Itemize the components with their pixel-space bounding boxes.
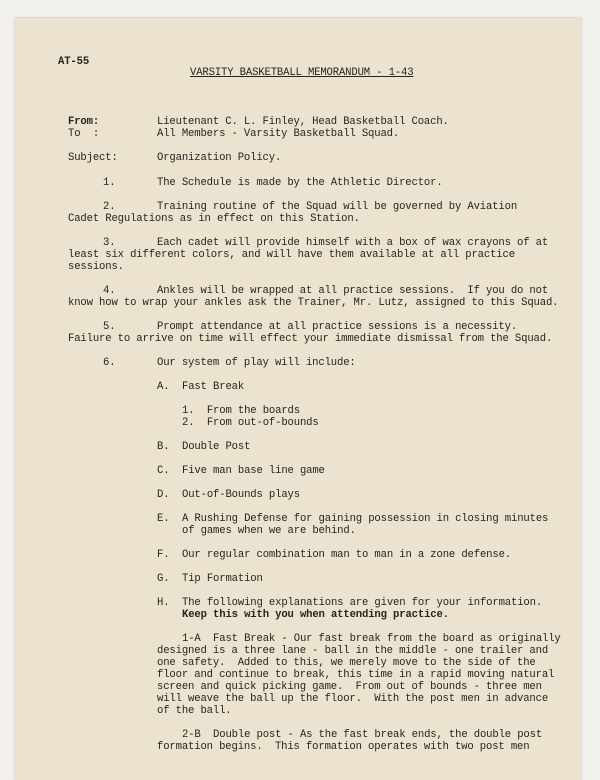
system-h-line: The following explanations are given for your information. bbox=[182, 597, 543, 609]
item-2-line: Training routine of the Squad will be governed by Aviation bbox=[157, 201, 518, 213]
to-label: To : bbox=[68, 128, 100, 140]
item-4-line: Ankles will be wrapped at all practice sessions. If you do not bbox=[157, 285, 549, 297]
system-b-text: Double Post bbox=[182, 441, 251, 453]
item-5-line: Failure to arrive on time will effect your immediate dismissal from the Squad. bbox=[68, 333, 553, 345]
item-4-number: 4. bbox=[103, 285, 116, 297]
explanation-1-line: designed is a three lane - ball in the middle - one trailer and bbox=[157, 645, 549, 657]
item-3-number: 3. bbox=[103, 237, 116, 249]
system-e-line: A Rushing Defense for gaining possession in closing minutes bbox=[182, 513, 549, 525]
system-b-letter: B. bbox=[157, 441, 170, 453]
subject-value: Organization Policy. bbox=[157, 152, 282, 164]
explanation-2-line: formation begins. This formation operates with two post men bbox=[157, 741, 530, 753]
system-h-line: Keep this with you when attending practice. bbox=[182, 609, 449, 621]
system-c-letter: C. bbox=[157, 465, 170, 477]
item-2-number: 2. bbox=[103, 201, 116, 213]
system-a-sub-2: 2. From out-of-bounds bbox=[182, 417, 319, 429]
system-a-text: Fast Break bbox=[182, 381, 245, 393]
item-3-line: sessions. bbox=[68, 261, 124, 273]
document-id: AT-55 bbox=[58, 56, 90, 68]
system-d-text: Out-of-Bounds plays bbox=[182, 489, 300, 501]
explanation-1-line: one safety. Added to this, we merely move to the side of the bbox=[157, 657, 536, 669]
item-6-number: 6. bbox=[103, 357, 116, 369]
system-g-text: Tip Formation bbox=[182, 573, 263, 585]
system-h-letter: H. bbox=[157, 597, 170, 609]
item-3-line: least six different colors, and will have them available at all practice bbox=[68, 249, 515, 261]
from-value: Lieutenant C. L. Finley, Head Basketball Coach. bbox=[157, 116, 449, 128]
item-5-number: 5. bbox=[103, 321, 116, 333]
explanation-1-line: screen and quick picking game. From out of bounds - three men bbox=[157, 681, 542, 693]
system-e-letter: E. bbox=[157, 513, 170, 525]
memo-title: VARSITY BASKETBALL MEMORANDUM - 1-43 bbox=[190, 67, 414, 79]
item-2-line: Cadet Regulations as in effect on this Station. bbox=[68, 213, 360, 225]
to-value: All Members - Varsity Basketball Squad. bbox=[157, 128, 400, 140]
system-g-letter: G. bbox=[157, 573, 170, 585]
system-f-letter: F. bbox=[157, 549, 170, 561]
item-4-line: know how to wrap your ankles ask the Trainer, Mr. Lutz, assigned to this Squad. bbox=[68, 297, 559, 309]
system-e-line: of games when we are behind. bbox=[182, 525, 356, 537]
item-3-line: Each cadet will provide himself with a box of wax crayons of at bbox=[157, 237, 549, 249]
explanation-1-line: of the ball. bbox=[157, 705, 232, 717]
explanation-1-line: 1-A Fast Break - Our fast break from the board as originally bbox=[182, 633, 561, 645]
item-1-text: The Schedule is made by the Athletic Director. bbox=[157, 177, 443, 189]
system-a-letter: A. bbox=[157, 381, 170, 393]
system-f-text: Our regular combination man to man in a zone defense. bbox=[182, 549, 511, 561]
system-a-sub-1: 1. From the boards bbox=[182, 405, 300, 417]
explanation-1-line: floor and continue to break, this time in a rapid moving natural bbox=[157, 669, 555, 681]
system-d-letter: D. bbox=[157, 489, 170, 501]
from-label: From: bbox=[68, 116, 100, 128]
item-1-number: 1. bbox=[103, 177, 116, 189]
subject-label: Subject: bbox=[68, 152, 118, 164]
item-6-text: Our system of play will include: bbox=[157, 357, 356, 369]
explanation-1-line: will weave the ball up the floor. With the post men in advance bbox=[157, 693, 549, 705]
system-c-text: Five man base line game bbox=[182, 465, 325, 477]
explanation-2-line: 2-B Double post - As the fast break ends, the double post bbox=[182, 729, 543, 741]
item-5-line: Prompt attendance at all practice sessions is a necessity. bbox=[157, 321, 518, 333]
